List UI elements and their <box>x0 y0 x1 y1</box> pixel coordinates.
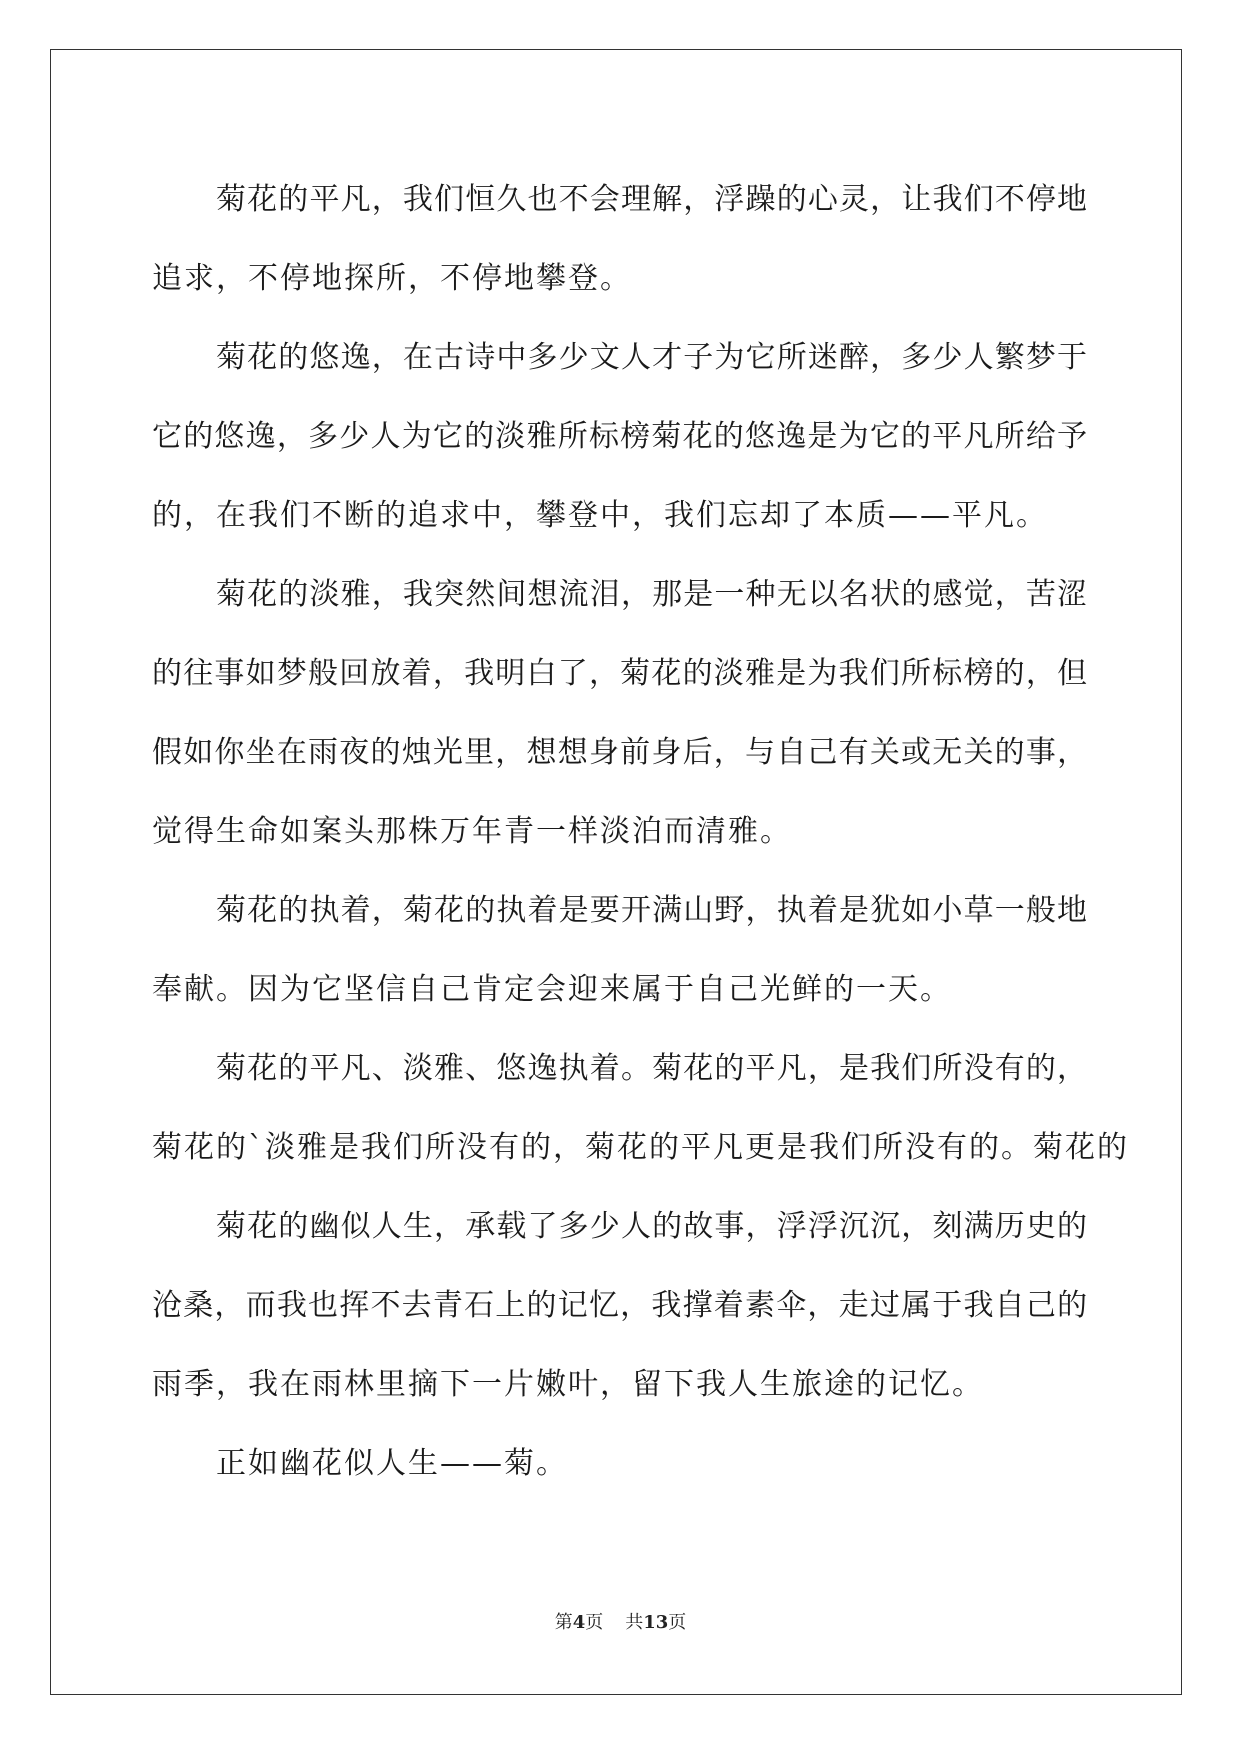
total-suffix: 页 <box>668 1612 687 1633</box>
text-line: 菊花的幽似人生，承载了多少人的故事，浮浮沉沉，刻满历史的 <box>216 1209 1089 1244</box>
paragraph-2 <box>152 318 1087 555</box>
text-line: 的往事如梦般回放着，我明白了，菊花的淡雅是为我们所标榜的，但 <box>152 656 1089 691</box>
total-prefix: 共 <box>625 1612 644 1633</box>
page-total: 13 <box>643 1612 669 1633</box>
page-number: 4 <box>572 1612 586 1633</box>
paragraph-1 <box>152 160 1087 318</box>
document-body <box>152 160 1129 1503</box>
text-line: 奉献。因为它坚信自己肯定会迎来属于自己光鲜的一天。 <box>152 972 952 1007</box>
page-footer <box>0 1608 1241 1634</box>
text-line: 菊花的平凡、淡雅、悠逸执着。菊花的平凡，是我们所没有的， <box>216 1051 1089 1086</box>
text-line: 正如幽花似人生——菊。 <box>216 1446 568 1481</box>
paragraph-7 <box>152 1424 1087 1503</box>
paragraph-4 <box>152 871 1087 1029</box>
page-suffix: 页 <box>585 1612 604 1633</box>
text-line: 菊花的执着，菊花的执着是要开满山野，执着是犹如小草一般地 <box>216 893 1089 928</box>
text-line: 菊花的淡雅，我突然间想流泪，那是一种无以名状的感觉，苦涩 <box>216 577 1089 612</box>
text-line: 雨季，我在雨林里摘下一片嫩叶，留下我人生旅途的记忆。 <box>152 1367 984 1402</box>
text-line: 菊花的`淡雅是我们所没有的，菊花的平凡更是我们所没有的。菊花的 <box>152 1130 1129 1165</box>
text-line: 觉得生命如案头那株万年青一样淡泊而清雅。 <box>152 814 792 849</box>
paragraph-5 <box>152 1029 1129 1187</box>
text-line: 假如你坐在雨夜的烛光里，想想身前身后，与自己有关或无关的事， <box>152 735 1089 770</box>
text-line: 的，在我们不断的追求中，攀登中，我们忘却了本质——平凡。 <box>152 498 1048 533</box>
text-line: 菊花的平凡，我们恒久也不会理解，浮躁的心灵，让我们不停地 <box>216 182 1089 217</box>
text-line: 菊花的悠逸，在古诗中多少文人才子为它所迷醉，多少人繁梦于 <box>216 340 1089 375</box>
text-line: 它的悠逸，多少人为它的淡雅所标榜菊花的悠逸是为它的平凡所给予 <box>152 419 1089 454</box>
page-prefix: 第 <box>554 1612 573 1633</box>
paragraph-3 <box>152 555 1087 871</box>
paragraph-6 <box>152 1187 1087 1424</box>
text-line: 沧桑，而我也挥不去青石上的记忆，我撑着素伞，走过属于我自己的 <box>152 1288 1089 1323</box>
text-line: 追求，不停地探所，不停地攀登。 <box>152 261 632 296</box>
